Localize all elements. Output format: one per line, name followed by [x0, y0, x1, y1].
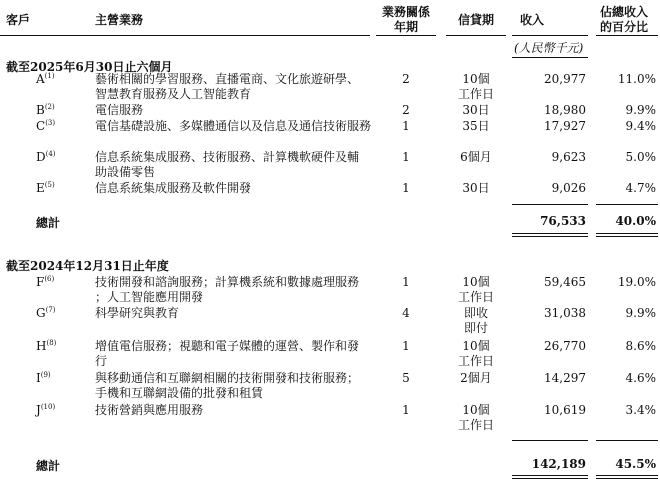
total-pct: 45.5% [615, 457, 656, 471]
header-pct-line1: 佔總收入 [600, 5, 649, 19]
header-revenue: 收入 [520, 13, 545, 27]
customer-code: A [36, 72, 45, 86]
subtotal-rule [512, 440, 588, 441]
section-title: 截至2025年6月30日止六個月 [6, 60, 173, 74]
table-row [36, 181, 55, 196]
footnote-ref: (4) [45, 150, 56, 158]
business-desc [95, 150, 359, 180]
credit-value: 6個月 [460, 150, 492, 164]
business-line: 電信基礎設施、多媒體通信以及信息及通信技術服務 [95, 119, 372, 133]
customer-code: I [36, 371, 41, 385]
pct-value: 4.6% [625, 371, 656, 385]
business-desc [95, 371, 359, 401]
business-desc [95, 72, 359, 102]
double-rule [596, 236, 658, 237]
business-line: 手機和互聯網設備的批發和租賃 [95, 386, 264, 400]
credit-line: 工作日 [457, 354, 494, 368]
revenue-value: 9,623 [551, 150, 586, 164]
revenue-value: 10,619 [544, 403, 586, 417]
revenue-value: 18,980 [544, 103, 586, 117]
table-row [36, 103, 55, 118]
credit-line: 10個 [462, 339, 490, 353]
credit-value [446, 72, 506, 102]
years-value: 2 [402, 72, 410, 86]
pct-value: 9.4% [625, 119, 656, 133]
credit-line: 10個 [462, 275, 490, 289]
table-row [36, 339, 56, 354]
header-pct-line2: 的百分比 [600, 20, 649, 34]
business-line: 技術營銷與應用服務 [95, 403, 204, 417]
table-row [36, 150, 56, 165]
footnote-ref: (5) [44, 181, 55, 189]
credit-line: 工作日 [457, 87, 494, 101]
table-row [36, 72, 55, 87]
pct-value: 4.7% [625, 181, 656, 195]
business-line: 藝術相關的學習服務、直播電商、文化旅遊研學、 [95, 72, 360, 86]
revenue-value: 14,297 [544, 371, 586, 385]
credit-value [446, 306, 506, 336]
total-revenue: 76,533 [540, 214, 586, 228]
credit-value: 35日 [462, 119, 490, 133]
business-desc [95, 275, 359, 305]
double-rule [596, 478, 658, 479]
double-rule [512, 475, 588, 476]
years-value: 1 [402, 403, 410, 417]
business-line: 助設備零售 [95, 165, 156, 179]
customer-code: J [36, 403, 41, 417]
total-label: 總計 [36, 459, 61, 473]
credit-line: 即付 [463, 321, 488, 335]
table-row [36, 306, 56, 321]
pct-value: 3.4% [625, 403, 656, 417]
double-rule [512, 236, 588, 237]
credit-line: 工作日 [457, 418, 494, 432]
customer-code: B [36, 103, 45, 117]
header-rule [596, 35, 658, 36]
pct-value: 11.0% [617, 72, 656, 86]
header-rule [446, 35, 506, 36]
double-rule [512, 478, 588, 479]
customer-code: F [36, 275, 45, 289]
customer-code: D [36, 150, 46, 164]
subtotal-rule [512, 204, 588, 205]
years-value: 4 [402, 306, 410, 320]
credit-line: 即收 [463, 306, 488, 320]
total-revenue: 142,189 [531, 457, 586, 471]
double-rule [512, 233, 588, 234]
subtotal-rule [596, 440, 658, 441]
credit-value [446, 403, 506, 433]
credit-line: 10個 [462, 403, 490, 417]
footnote-ref: (2) [44, 103, 55, 111]
header-rule [376, 35, 436, 36]
header-business: 主營業務 [95, 13, 144, 27]
footnote-ref: (8) [46, 339, 57, 347]
credit-value: 30日 [462, 103, 490, 117]
business-line: 與移動通信和互聯網相關的技術開發和技術服務； [95, 371, 360, 385]
double-rule [596, 475, 658, 476]
revenue-value: 20,977 [544, 72, 586, 86]
footnote-ref: (6) [44, 275, 55, 283]
business-line: 信息系統集成服務、技術服務、計算機軟硬件及輔 [95, 150, 360, 164]
customer-code: C [36, 119, 46, 133]
double-rule [596, 233, 658, 234]
years-value: 1 [402, 119, 410, 133]
credit-line: 10個 [462, 72, 490, 86]
years-value: 1 [402, 275, 410, 289]
pct-value: 9.9% [625, 306, 656, 320]
credit-value: 2個月 [460, 371, 492, 385]
customer-code: G [36, 306, 46, 320]
revenue-value: 31,038 [544, 306, 586, 320]
customer-code: E [36, 181, 45, 195]
footnote-ref: (9) [40, 371, 51, 379]
business-line: 增值電信服務；視聽和電子媒體的運營、製作和發 [95, 339, 360, 353]
table-row [36, 371, 51, 386]
unit-label: (人民幣千元) [514, 41, 584, 55]
footnote-ref: (10) [40, 403, 56, 411]
business-line: ；人工智能應用開發 [95, 290, 204, 304]
business-line: 技術開發和諮詢服務；計算機系統和數據處理服務 [95, 275, 360, 289]
years-value: 2 [402, 103, 410, 117]
business-line: 信息系統集成服務及軟件開發 [95, 181, 252, 195]
total-label: 總計 [36, 216, 61, 230]
business-line: 科學研究與教育 [95, 306, 180, 320]
credit-value: 30日 [462, 181, 490, 195]
years-value: 1 [402, 181, 410, 195]
revenue-value: 59,465 [544, 275, 586, 289]
credit-value [446, 339, 506, 369]
header-customer: 客戶 [6, 13, 31, 27]
customer-code: H [36, 339, 47, 353]
header-rule [512, 35, 588, 36]
revenue-value: 17,927 [544, 119, 586, 133]
pct-value: 9.9% [625, 103, 656, 117]
business-line: 智慧教育服務及人工智能教育 [95, 87, 252, 101]
subtotal-rule [596, 204, 658, 205]
table-row [36, 275, 54, 290]
pct-value: 8.6% [625, 339, 656, 353]
footnote-ref: (1) [44, 72, 55, 80]
years-value: 5 [402, 371, 410, 385]
header-rule [0, 35, 370, 36]
business-line: 行 [95, 354, 108, 368]
revenue-value: 26,770 [544, 339, 586, 353]
total-pct: 40.0% [615, 214, 656, 228]
business-line: 電信服務 [95, 103, 144, 117]
section-title: 截至2024年12月31日止年度 [6, 259, 169, 273]
pct-value: 5.0% [625, 150, 656, 164]
header-years-line1: 業務關係 [381, 5, 430, 19]
table-row [36, 119, 55, 134]
pct-value: 19.0% [617, 275, 656, 289]
revenue-value: 9,026 [551, 181, 586, 195]
unit-rule [512, 57, 588, 58]
header-credit: 信貸期 [457, 13, 494, 27]
credit-line: 工作日 [457, 290, 494, 304]
credit-value [446, 275, 506, 305]
footnote-ref: (3) [45, 119, 56, 127]
business-desc [95, 339, 359, 369]
years-value: 1 [402, 339, 410, 353]
years-value: 1 [402, 150, 410, 164]
header-years-line2: 年期 [393, 20, 418, 34]
table-row [36, 403, 55, 418]
footnote-ref: (7) [45, 306, 56, 314]
